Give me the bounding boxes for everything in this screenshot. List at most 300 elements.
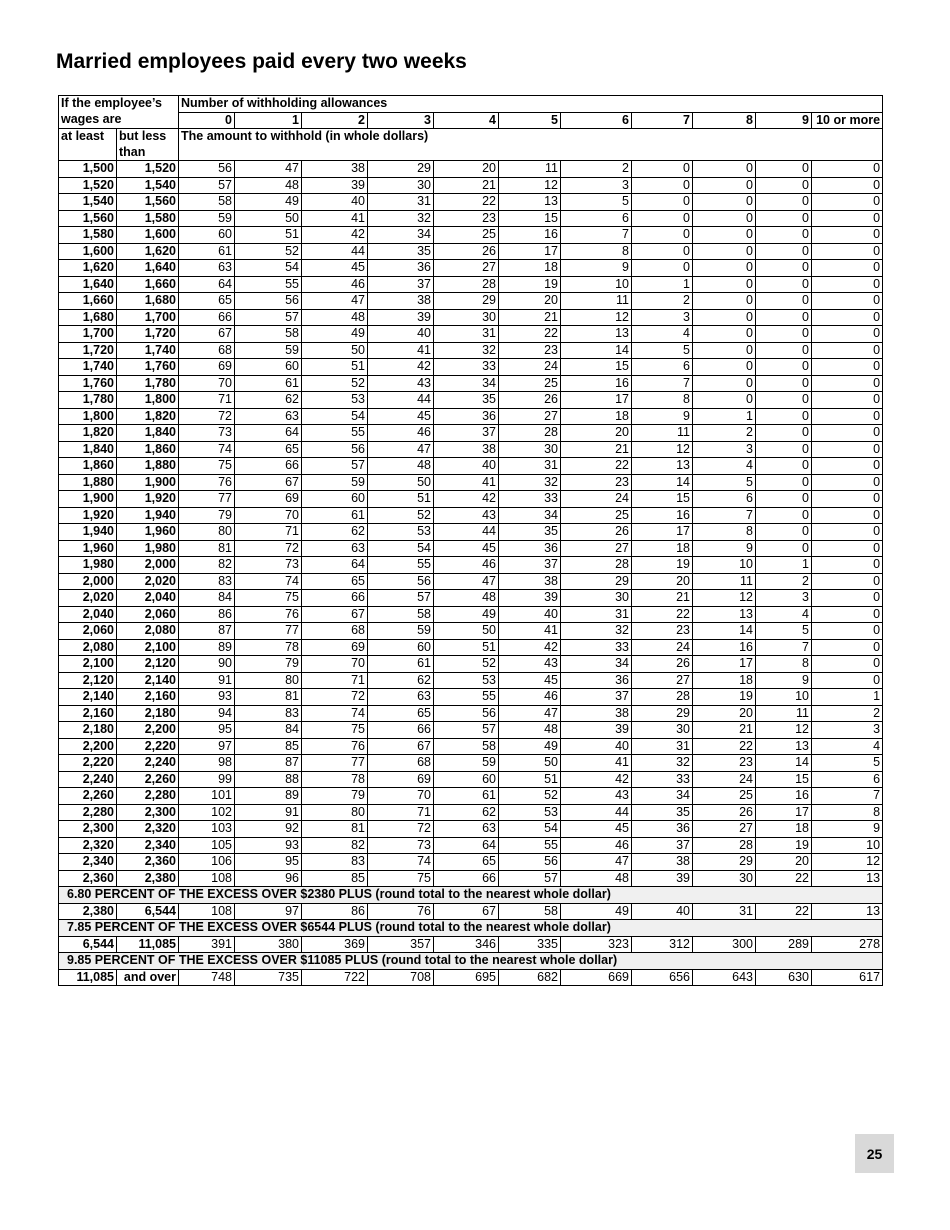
withholding-cell: 61 — [434, 788, 499, 805]
wage-at-least-cell: 1,720 — [59, 342, 117, 359]
withholding-cell: 0 — [812, 309, 883, 326]
withholding-cell: 84 — [179, 590, 235, 607]
wage-less-than-cell: 1,740 — [117, 342, 179, 359]
withholding-cell: 67 — [302, 606, 368, 623]
wage-at-least-cell: 2,120 — [59, 672, 117, 689]
withholding-cell: 57 — [499, 870, 561, 887]
withholding-cell: 11 — [756, 705, 812, 722]
allowance-header-row — [59, 112, 883, 129]
withholding-cell: 53 — [434, 672, 499, 689]
withholding-cell: 55 — [368, 557, 434, 574]
withholding-cell: 0 — [756, 375, 812, 392]
withholding-cell: 0 — [812, 656, 883, 673]
withholding-cell: 57 — [368, 590, 434, 607]
withholding-cell: 391 — [179, 936, 235, 953]
withholding-cell: 76 — [179, 474, 235, 491]
wage-at-least-cell: 1,960 — [59, 540, 117, 557]
withholding-cell: 0 — [812, 672, 883, 689]
withholding-cell: 2 — [693, 425, 756, 442]
withholding-cell: 92 — [235, 821, 302, 838]
withholding-cell: 18 — [499, 260, 561, 277]
withholding-cell: 34 — [632, 788, 693, 805]
withholding-cell: 7 — [561, 227, 632, 244]
withholding-cell: 0 — [693, 177, 756, 194]
withholding-cell: 75 — [235, 590, 302, 607]
withholding-cell: 10 — [812, 837, 883, 854]
withholding-cell: 40 — [302, 194, 368, 211]
withholding-cell: 0 — [812, 392, 883, 409]
withholding-cell: 64 — [179, 276, 235, 293]
withholding-cell: 70 — [302, 656, 368, 673]
withholding-cell: 9 — [812, 821, 883, 838]
withholding-cell: 14 — [632, 474, 693, 491]
withholding-cell: 735 — [235, 969, 302, 986]
withholding-cell: 75 — [179, 458, 235, 475]
withholding-cell: 5 — [632, 342, 693, 359]
withholding-cell: 19 — [756, 837, 812, 854]
wage-less-than-cell: 2,160 — [117, 689, 179, 706]
withholding-cell: 47 — [561, 854, 632, 871]
withholding-cell: 57 — [434, 722, 499, 739]
allowance-column-header: 3 — [368, 112, 434, 129]
withholding-cell: 0 — [693, 392, 756, 409]
withholding-cell: 73 — [235, 557, 302, 574]
withholding-cell: 56 — [499, 854, 561, 871]
withholding-cell: 71 — [302, 672, 368, 689]
withholding-cell: 38 — [499, 573, 561, 590]
withholding-cell: 70 — [179, 375, 235, 392]
withholding-cell: 82 — [302, 837, 368, 854]
withholding-cell: 26 — [434, 243, 499, 260]
withholding-cell: 46 — [368, 425, 434, 442]
wage-at-least-cell: 1,740 — [59, 359, 117, 376]
withholding-cell: 0 — [632, 243, 693, 260]
withholding-cell: 31 — [693, 903, 756, 920]
withholding-cell: 49 — [235, 194, 302, 211]
withholding-cell: 44 — [434, 524, 499, 541]
withholding-cell: 59 — [368, 623, 434, 640]
withholding-cell: 30 — [368, 177, 434, 194]
withholding-cell: 50 — [302, 342, 368, 359]
withholding-cell: 80 — [302, 804, 368, 821]
withholding-cell: 0 — [812, 458, 883, 475]
withholding-cell: 0 — [693, 359, 756, 376]
withholding-cell: 0 — [756, 276, 812, 293]
withholding-cell: 0 — [756, 524, 812, 541]
withholding-cell: 31 — [434, 326, 499, 343]
withholding-cell: 0 — [756, 210, 812, 227]
withholding-cell: 32 — [499, 474, 561, 491]
withholding-cell: 0 — [693, 293, 756, 310]
wage-less-than-cell: 2,300 — [117, 804, 179, 821]
table-row — [59, 375, 883, 392]
withholding-cell: 96 — [235, 870, 302, 887]
withholding-cell: 21 — [693, 722, 756, 739]
withholding-cell: 0 — [812, 375, 883, 392]
withholding-cell: 80 — [235, 672, 302, 689]
withholding-cell: 41 — [561, 755, 632, 772]
withholding-cell: 26 — [693, 804, 756, 821]
withholding-cell: 98 — [179, 755, 235, 772]
withholding-cell: 15 — [561, 359, 632, 376]
bracket-note: 7.85 PERCENT OF THE EXCESS OVER $6544 PLUS (round total to the nearest whole dollar) — [59, 920, 883, 937]
table-row — [59, 606, 883, 623]
table-row — [59, 854, 883, 871]
withholding-cell: 71 — [368, 804, 434, 821]
withholding-cell: 29 — [632, 705, 693, 722]
withholding-cell: 8 — [756, 656, 812, 673]
withholding-cell: 102 — [179, 804, 235, 821]
withholding-cell: 51 — [235, 227, 302, 244]
header-but-less-than: but less than — [117, 129, 179, 161]
withholding-cell: 59 — [302, 474, 368, 491]
withholding-cell: 76 — [302, 738, 368, 755]
withholding-cell: 56 — [235, 293, 302, 310]
withholding-cell: 43 — [368, 375, 434, 392]
withholding-cell: 21 — [499, 309, 561, 326]
withholding-cell: 91 — [179, 672, 235, 689]
withholding-cell: 35 — [368, 243, 434, 260]
wage-less-than-cell: 11,085 — [117, 936, 179, 953]
withholding-cell: 0 — [756, 458, 812, 475]
withholding-cell: 4 — [812, 738, 883, 755]
withholding-cell: 83 — [179, 573, 235, 590]
withholding-cell: 74 — [368, 854, 434, 871]
withholding-cell: 37 — [434, 425, 499, 442]
wage-less-than-cell: 1,600 — [117, 227, 179, 244]
table-row — [59, 557, 883, 574]
withholding-cell: 13 — [812, 870, 883, 887]
wage-at-least-cell: 1,880 — [59, 474, 117, 491]
withholding-cell: 0 — [812, 161, 883, 178]
withholding-cell: 8 — [561, 243, 632, 260]
withholding-cell: 63 — [434, 821, 499, 838]
withholding-cell: 69 — [179, 359, 235, 376]
withholding-cell: 77 — [302, 755, 368, 772]
wage-less-than-cell: 1,960 — [117, 524, 179, 541]
withholding-cell: 24 — [632, 639, 693, 656]
withholding-cell: 57 — [179, 177, 235, 194]
withholding-cell: 47 — [434, 573, 499, 590]
withholding-cell: 18 — [756, 821, 812, 838]
withholding-cell: 68 — [368, 755, 434, 772]
withholding-cell: 15 — [756, 771, 812, 788]
withholding-cell: 12 — [632, 441, 693, 458]
wage-less-than-cell: 6,544 — [117, 903, 179, 920]
withholding-cell: 77 — [235, 623, 302, 640]
withholding-cell: 88 — [235, 771, 302, 788]
withholding-cell: 5 — [561, 194, 632, 211]
withholding-cell: 77 — [179, 491, 235, 508]
wage-at-least-cell: 2,160 — [59, 705, 117, 722]
withholding-cell: 39 — [499, 590, 561, 607]
withholding-cell: 21 — [561, 441, 632, 458]
withholding-cell: 55 — [499, 837, 561, 854]
wage-at-least-cell: 2,040 — [59, 606, 117, 623]
wage-at-least-cell: 2,000 — [59, 573, 117, 590]
withholding-cell: 0 — [756, 359, 812, 376]
withholding-cell: 66 — [179, 309, 235, 326]
withholding-cell: 79 — [302, 788, 368, 805]
withholding-cell: 708 — [368, 969, 434, 986]
withholding-cell: 64 — [302, 557, 368, 574]
withholding-cell: 95 — [235, 854, 302, 871]
wage-less-than-cell: 1,640 — [117, 260, 179, 277]
table-row — [59, 293, 883, 310]
withholding-cell: 72 — [179, 408, 235, 425]
table-row — [59, 639, 883, 656]
withholding-cell: 0 — [693, 243, 756, 260]
withholding-cell: 28 — [561, 557, 632, 574]
withholding-cell: 30 — [561, 590, 632, 607]
withholding-cell: 36 — [434, 408, 499, 425]
withholding-cell: 15 — [499, 210, 561, 227]
withholding-cell: 19 — [499, 276, 561, 293]
withholding-cell: 59 — [179, 210, 235, 227]
wage-at-least-cell: 1,680 — [59, 309, 117, 326]
table-row — [59, 441, 883, 458]
withholding-cell: 6 — [812, 771, 883, 788]
page-title: Married employees paid every two weeks — [56, 50, 467, 73]
withholding-cell: 0 — [756, 474, 812, 491]
withholding-cell: 32 — [632, 755, 693, 772]
withholding-cell: 83 — [235, 705, 302, 722]
withholding-cell: 54 — [368, 540, 434, 557]
withholding-cell: 35 — [632, 804, 693, 821]
withholding-cell: 42 — [561, 771, 632, 788]
withholding-cell: 32 — [368, 210, 434, 227]
withholding-cell: 14 — [756, 755, 812, 772]
withholding-cell: 300 — [693, 936, 756, 953]
withholding-cell: 0 — [756, 161, 812, 178]
withholding-cell: 30 — [499, 441, 561, 458]
wage-at-least-cell: 2,280 — [59, 804, 117, 821]
allowance-column-header: 1 — [235, 112, 302, 129]
withholding-cell: 45 — [499, 672, 561, 689]
table-row — [59, 623, 883, 640]
withholding-cell: 7 — [632, 375, 693, 392]
withholding-cell: 37 — [368, 276, 434, 293]
withholding-cell: 0 — [756, 194, 812, 211]
header-wages-line1: If the employee’s — [59, 96, 179, 113]
withholding-cell: 106 — [179, 854, 235, 871]
withholding-cell: 91 — [235, 804, 302, 821]
withholding-cell: 24 — [693, 771, 756, 788]
withholding-cell: 16 — [756, 788, 812, 805]
wage-at-least-cell: 2,080 — [59, 639, 117, 656]
wage-less-than-cell: 1,860 — [117, 441, 179, 458]
withholding-cell: 8 — [632, 392, 693, 409]
withholding-cell: 0 — [693, 194, 756, 211]
withholding-cell: 62 — [368, 672, 434, 689]
withholding-cell: 0 — [693, 309, 756, 326]
wage-less-than-cell: 2,040 — [117, 590, 179, 607]
wage-at-least-cell: 1,800 — [59, 408, 117, 425]
wage-less-than-cell: 1,940 — [117, 507, 179, 524]
withholding-cell: 39 — [632, 870, 693, 887]
withholding-cell: 0 — [812, 408, 883, 425]
withholding-cell: 23 — [434, 210, 499, 227]
wage-at-least-cell: 2,320 — [59, 837, 117, 854]
withholding-cell: 29 — [561, 573, 632, 590]
withholding-cell: 630 — [756, 969, 812, 986]
withholding-cell: 0 — [812, 227, 883, 244]
withholding-cell: 748 — [179, 969, 235, 986]
wage-less-than-cell: 1,720 — [117, 326, 179, 343]
withholding-cell: 59 — [434, 755, 499, 772]
wage-at-least-cell: 1,560 — [59, 210, 117, 227]
withholding-cell: 0 — [812, 623, 883, 640]
wage-less-than-cell: 2,200 — [117, 722, 179, 739]
withholding-cell: 48 — [499, 722, 561, 739]
withholding-cell: 10 — [756, 689, 812, 706]
wage-less-than-cell: 2,280 — [117, 788, 179, 805]
withholding-cell: 0 — [756, 227, 812, 244]
withholding-cell: 70 — [235, 507, 302, 524]
withholding-cell: 62 — [302, 524, 368, 541]
withholding-cell: 12 — [561, 309, 632, 326]
withholding-cell: 46 — [561, 837, 632, 854]
withholding-cell: 47 — [368, 441, 434, 458]
withholding-cell: 346 — [434, 936, 499, 953]
withholding-cell: 50 — [368, 474, 434, 491]
withholding-cell: 48 — [368, 458, 434, 475]
withholding-cell: 51 — [368, 491, 434, 508]
withholding-cell: 13 — [499, 194, 561, 211]
withholding-cell: 73 — [179, 425, 235, 442]
withholding-cell: 32 — [434, 342, 499, 359]
withholding-cell: 66 — [368, 722, 434, 739]
withholding-cell: 0 — [812, 441, 883, 458]
table-row — [59, 474, 883, 491]
withholding-cell: 60 — [434, 771, 499, 788]
withholding-cell: 41 — [499, 623, 561, 640]
withholding-cell: 40 — [632, 903, 693, 920]
withholding-cell: 90 — [179, 656, 235, 673]
withholding-cell: 0 — [632, 260, 693, 277]
withholding-cell: 48 — [235, 177, 302, 194]
withholding-cell: 52 — [499, 788, 561, 805]
withholding-cell: 87 — [235, 755, 302, 772]
table-row — [59, 656, 883, 673]
withholding-cell: 56 — [179, 161, 235, 178]
withholding-cell: 74 — [179, 441, 235, 458]
withholding-cell: 13 — [756, 738, 812, 755]
withholding-cell: 66 — [434, 870, 499, 887]
table-row — [59, 309, 883, 326]
withholding-cell: 0 — [756, 392, 812, 409]
withholding-cell: 78 — [235, 639, 302, 656]
withholding-cell: 2 — [561, 161, 632, 178]
wage-less-than-cell: 2,180 — [117, 705, 179, 722]
table-row — [59, 903, 883, 920]
withholding-cell: 45 — [434, 540, 499, 557]
withholding-cell: 63 — [302, 540, 368, 557]
withholding-cell: 5 — [693, 474, 756, 491]
withholding-cell: 28 — [632, 689, 693, 706]
withholding-cell: 0 — [756, 243, 812, 260]
withholding-cell: 65 — [179, 293, 235, 310]
wage-less-than-cell: 1,620 — [117, 243, 179, 260]
withholding-cell: 617 — [812, 969, 883, 986]
withholding-cell: 37 — [499, 557, 561, 574]
withholding-cell: 69 — [235, 491, 302, 508]
withholding-cell: 13 — [693, 606, 756, 623]
withholding-cell: 33 — [499, 491, 561, 508]
withholding-cell: 81 — [235, 689, 302, 706]
withholding-cell: 52 — [302, 375, 368, 392]
allowance-column-header: 10 or more — [812, 112, 883, 129]
withholding-cell: 26 — [499, 392, 561, 409]
wage-less-than-cell: 1,540 — [117, 177, 179, 194]
withholding-cell: 29 — [368, 161, 434, 178]
wage-at-least-cell: 2,060 — [59, 623, 117, 640]
withholding-cell: 36 — [368, 260, 434, 277]
withholding-cell: 7 — [756, 639, 812, 656]
withholding-cell: 643 — [693, 969, 756, 986]
withholding-cell: 17 — [756, 804, 812, 821]
withholding-cell: 0 — [812, 507, 883, 524]
header-wages-line2: wages are — [59, 112, 179, 129]
withholding-cell: 45 — [368, 408, 434, 425]
withholding-cell: 62 — [235, 392, 302, 409]
table-row — [59, 326, 883, 343]
allowance-column-header: 5 — [499, 112, 561, 129]
withholding-cell: 18 — [561, 408, 632, 425]
withholding-cell: 40 — [561, 738, 632, 755]
wage-at-least-cell: 1,660 — [59, 293, 117, 310]
withholding-cell: 68 — [179, 342, 235, 359]
wage-less-than-cell: 2,120 — [117, 656, 179, 673]
allowance-column-header: 0 — [179, 112, 235, 129]
withholding-cell: 29 — [693, 854, 756, 871]
withholding-cell: 86 — [302, 903, 368, 920]
withholding-cell: 43 — [561, 788, 632, 805]
wage-at-least-cell: 2,300 — [59, 821, 117, 838]
withholding-cell: 72 — [235, 540, 302, 557]
withholding-cell: 13 — [561, 326, 632, 343]
wage-at-least-cell: 1,700 — [59, 326, 117, 343]
withholding-cell: 49 — [561, 903, 632, 920]
withholding-cell: 14 — [693, 623, 756, 640]
withholding-cell: 67 — [235, 474, 302, 491]
withholding-cell: 13 — [812, 903, 883, 920]
wage-at-least-cell: 1,600 — [59, 243, 117, 260]
withholding-cell: 56 — [368, 573, 434, 590]
withholding-cell: 93 — [235, 837, 302, 854]
withholding-cell: 0 — [812, 491, 883, 508]
wage-less-than-cell: 2,060 — [117, 606, 179, 623]
wage-less-than-cell: 1,800 — [117, 392, 179, 409]
withholding-cell: 58 — [368, 606, 434, 623]
withholding-cell: 66 — [235, 458, 302, 475]
withholding-cell: 10 — [561, 276, 632, 293]
withholding-cell: 32 — [561, 623, 632, 640]
withholding-cell: 16 — [499, 227, 561, 244]
withholding-cell: 65 — [368, 705, 434, 722]
withholding-cell: 49 — [499, 738, 561, 755]
withholding-cell: 46 — [499, 689, 561, 706]
withholding-cell: 0 — [812, 524, 883, 541]
withholding-cell: 42 — [434, 491, 499, 508]
withholding-cell: 20 — [693, 705, 756, 722]
withholding-cell: 1 — [632, 276, 693, 293]
table-row — [59, 540, 883, 557]
wage-less-than-cell: 2,140 — [117, 672, 179, 689]
withholding-cell: 2 — [632, 293, 693, 310]
withholding-cell: 14 — [561, 342, 632, 359]
withholding-cell: 3 — [561, 177, 632, 194]
